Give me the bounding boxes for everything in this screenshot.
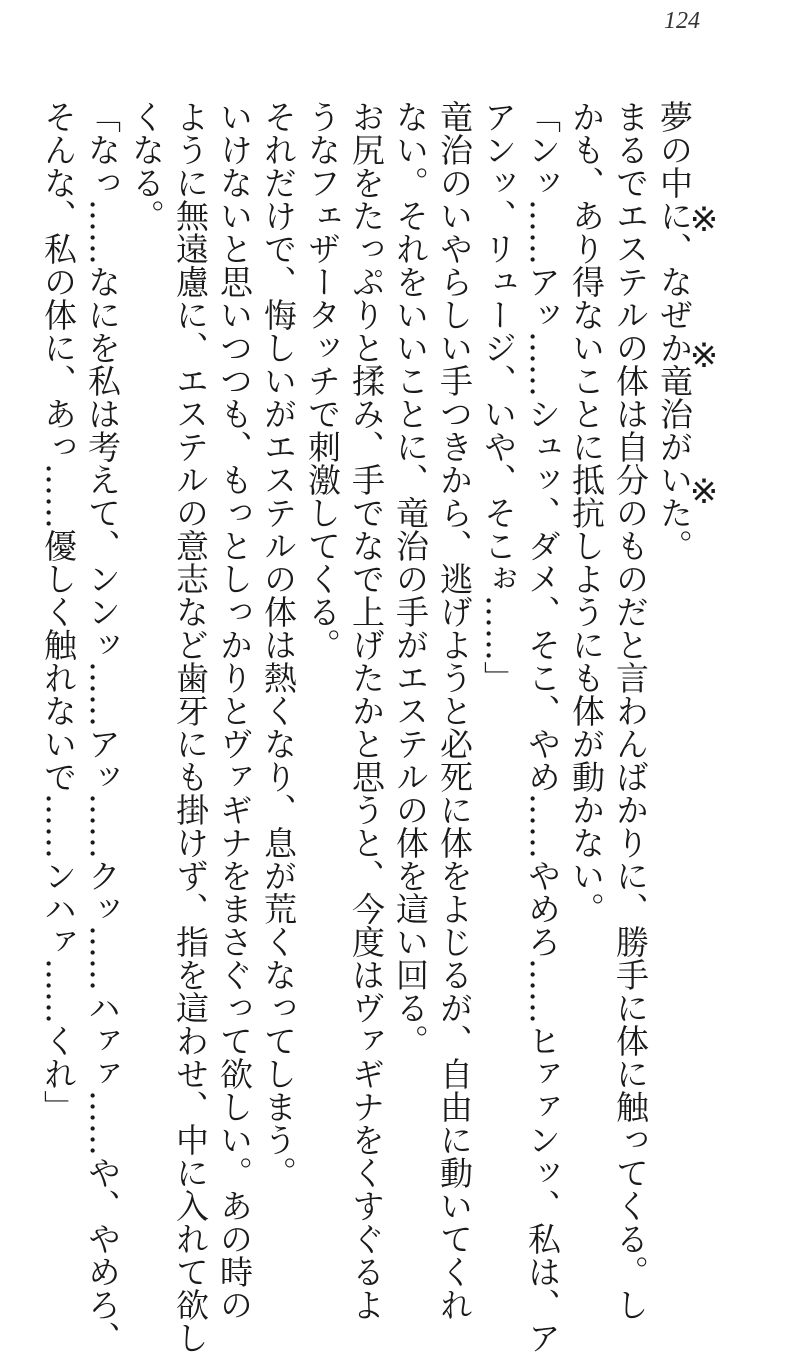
text-line: かも、あり得ないことに抵抗しようにも体が動かない。 [567,100,606,925]
section-break-space [696,100,740,1160]
text-line: お尻をたっぷりと揉み、手でなで上げたかと思うと、今度はヴァギナをくすぐるよ [347,100,386,1321]
text-line: アンッ、リュージ、いや、そこぉ……」 [479,100,518,694]
text-line: いけないと思いつつも、もっとしっかりとヴァギナをまさぐって欲しい。あの時の [215,100,254,1321]
text-line: 夢の中に、なぜか竜治がいた。 [655,100,694,562]
text-line: 「ンッ……アッ……シュッ、ダメ、そこ、やめ……やめろ……ヒァァンッ、私は、ア [523,100,562,1354]
body-text [39,100,740,1354]
text-line: それだけで、悔しいがエステルの体は熱くなり、息が荒くなってしまう。 [259,100,298,1189]
text-line: うなフェザータッチで刺激してくる。 [303,100,342,661]
text-line: くなる。 [127,100,166,232]
page-number: 124 [664,8,700,34]
text-line: そんな、私の体に、あっ……優しく触れないで……ンハァ……くれ」 [39,100,78,1123]
section-break-mark: ※※※ [684,200,724,608]
text-line: ように無遠慮に、エステルの意志など歯牙にも掛けず、指を這わせ、中に入れて欲し [171,100,210,1354]
text-line: ない。それをいいことに、竜治の手がエステルの体を這い回る。 [391,100,430,1057]
text-line: まるでエステルの体は自分のものだと言わんばかりに、勝手に体に触ってくる。し [611,100,650,1321]
text-line: 竜治のいやらしい手つきから、逃げようと必死に体をよじるが、自由に動いてくれ [435,100,474,1321]
text-line: 「なっ……なにを私は考えて、ンンッ……アッ……クッ……ハァァ……や、やめろ、 [83,100,122,1354]
